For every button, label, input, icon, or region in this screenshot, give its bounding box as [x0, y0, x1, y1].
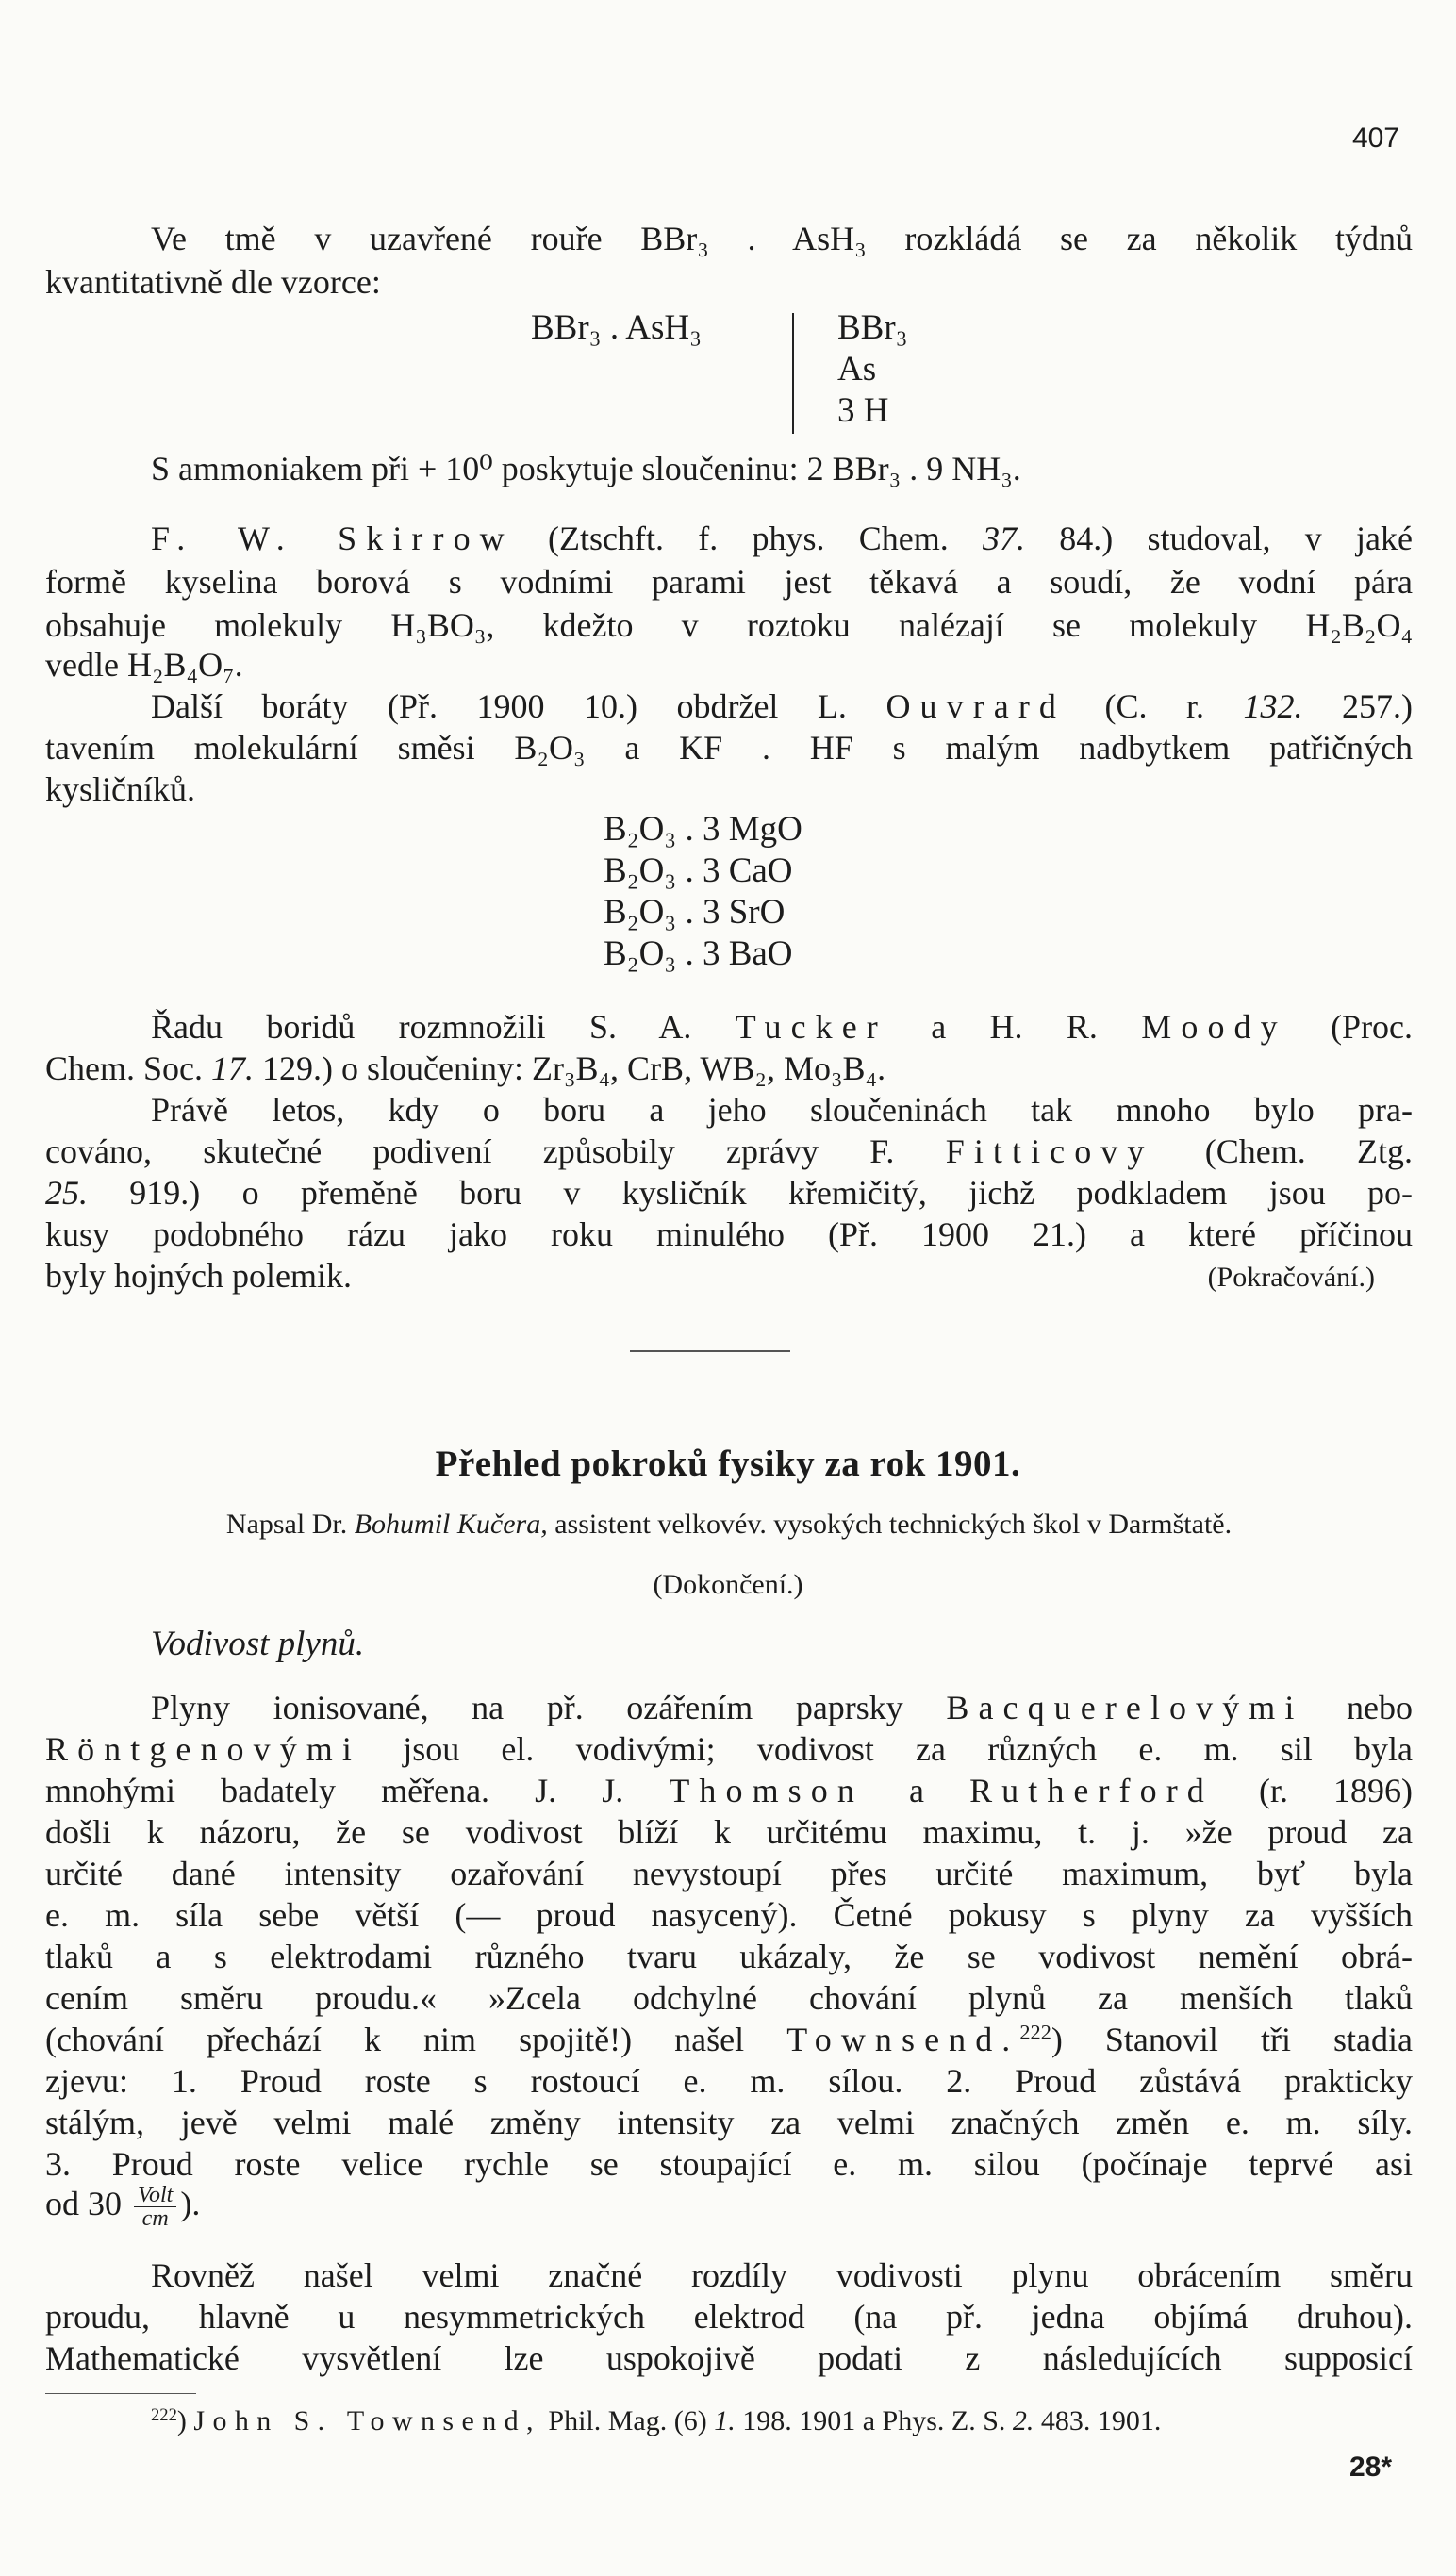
- fraction-numerator: Volt: [134, 2184, 176, 2207]
- ouvrard-line-2: tavením molekulární směsi B₂O₃ a KF . HF s malým nadbytkem patřičných: [45, 729, 1413, 767]
- tucker-and: a H. R.: [931, 1008, 1098, 1046]
- p1-text-3: mnohými badately měřena. J. J.: [45, 1772, 624, 1809]
- intro-line-2: kvantitativně dle vzorce:: [45, 263, 381, 301]
- p1-text-9: (chování přechází k nim spojitě!) našel: [45, 2021, 745, 2058]
- intro-line-1: Ve tmě v uzavřené rouře BBr₃ . AsH₃ rozkládá se za několik týdnů: [151, 220, 1413, 257]
- skirrow-ref-b: 84.) studoval, v jaké: [1059, 520, 1414, 557]
- spaced-bacquerel: Bacquerelovými: [946, 1689, 1304, 1726]
- author-rutherford: Rutherford: [969, 1772, 1214, 1809]
- fittica-line-3: [45, 1173, 1413, 1213]
- borate-2: B₂O₃ . 3 CaO: [604, 851, 793, 890]
- formula-right-1: BBr₃: [837, 308, 908, 347]
- formula-right-2: As: [837, 350, 877, 388]
- tucker-text: Řadu boridů rozmnožili S. A.: [151, 1008, 692, 1046]
- p1-line-13: [45, 2184, 1413, 2230]
- tucker-compounds: 129.) o sloučeniny: Zr₃B₄, CrB, WB₂, Mo₃B₄.: [262, 1049, 886, 1087]
- p1-line-10: zjevu: 1. Proud roste s rostoucí e. m. sílou. 2. Proud zůstává prakticky: [45, 2062, 1413, 2100]
- footnote-marker: 222: [1019, 2020, 1051, 2044]
- p1-text-1b: nebo: [1347, 1689, 1414, 1726]
- author-tucker: Tucker: [735, 1008, 887, 1046]
- section-heading: Vodivost plynů.: [151, 1625, 365, 1663]
- tucker-volume: 17.: [211, 1049, 254, 1087]
- byline-name: Bohumil Kučera,: [354, 1509, 548, 1540]
- ouvrard-page: 257.): [1342, 687, 1414, 725]
- p1-line-11: stálým, jevě velmi malé změny intensity za velmi značných změn e. m. síly.: [45, 2104, 1413, 2141]
- p2-line-1: Rovněž našel velmi značné rozdíly vodivosti plynu obrácením směru: [151, 2256, 1413, 2294]
- p1-and: a: [909, 1772, 924, 1809]
- byline-prefix: Napsal Dr.: [225, 1509, 348, 1540]
- ouvrard-text: Další boráty (Př. 1900 10.) obdržel L.: [151, 687, 847, 725]
- byline: [45, 1509, 1413, 1541]
- fittica-line-2: [45, 1131, 1413, 1171]
- tucker-journal: Chem. Soc.: [45, 1049, 203, 1087]
- formula-left: BBr₃ . AsH₃: [531, 308, 703, 347]
- author-moody: Moody: [1141, 1008, 1287, 1046]
- tucker-line-2: [45, 1049, 1413, 1088]
- footnote-volume-2: 2.: [1012, 2405, 1034, 2436]
- p1-line-3: [45, 1771, 1413, 1810]
- borate-3: B₂O₃ . 3 SrO: [604, 893, 786, 932]
- skirrow-volume: 37.: [983, 520, 1026, 557]
- fraction-denominator: cm: [141, 2206, 169, 2232]
- section-divider: [630, 1350, 790, 1352]
- footnote: $^{222}$) John S. Townsend, Phil. Mag. (6) 1. 198. 1901 a Phys. Z. S. 2. 483. 1901.: [151, 2404, 1162, 2436]
- p1-text-13b: ).: [180, 2185, 201, 2222]
- borate-4: B₂O₃ . 3 BaO: [604, 934, 793, 973]
- p1-text-2: jsou el. vodivými; vodivost za různých e. m. sil byla: [403, 1730, 1414, 1768]
- p1-text-1: Plyny ionisované, na př. ozářením paprsky: [151, 1689, 903, 1726]
- footnote-ref-2: 198. 1901 a Phys. Z. S.: [742, 2405, 1006, 2436]
- fittica-line-1: Právě letos, kdy o boru a jeho sloučeninách tak mnoho bylo pra-: [151, 1091, 1413, 1129]
- ouvrard-ref: (C. r.: [1104, 687, 1204, 725]
- footnote-volume-1: 1.: [714, 2405, 736, 2436]
- author-fittica: Fitticovy: [945, 1132, 1154, 1170]
- p1-line-7: tlaků a s elektrodami různého tvaru ukázaly, že se vodivost nemění obrá-: [45, 1938, 1413, 1975]
- author-townsend: Townsend.: [786, 2021, 1020, 2058]
- footnote-journal: Phil. Mag. (6): [548, 2405, 707, 2436]
- footnote-end: 483. 1901.: [1040, 2405, 1162, 2436]
- volt-per-cm-fraction: [134, 2184, 176, 2230]
- conclusion-label: (Dokončení.): [653, 1569, 803, 1600]
- p1-line-12: 3. Proud roste velice rychle se stoupající e. m. silou (počínaje teprvé asi: [45, 2145, 1413, 2183]
- article-title: Přehled pokroků fysiky za rok 1901.: [435, 1444, 1021, 1484]
- p1-line-2: [45, 1729, 1413, 1769]
- fittica-volume: 25.: [45, 1174, 88, 1212]
- tucker-ref: (Proc.: [1331, 1008, 1414, 1046]
- p1-text-13: od 30: [45, 2185, 122, 2222]
- footnote-number: 222: [151, 2404, 177, 2425]
- skirrow-line-2: formě kyselina borová s vodními parami jest těkavá a soudí, že vodní pára: [45, 563, 1413, 601]
- p2-line-2: proudu, hlavně u nesymmetrických elektrod (na př. jedna objímá druhou).: [45, 2298, 1413, 2336]
- skirrow-line-4: vedle H₂B₄O₇.: [45, 646, 243, 684]
- p1-line-5: určité dané intensity ozařování nevystoupí přes určité maximum, byť byla: [45, 1855, 1413, 1892]
- skirrow-line-3: obsahuje molekuly H₃BO₃, kdežto v roztoku nalézají se molekuly H₂B₂O₄: [45, 606, 1413, 644]
- p1-line-6: e. m. síla sebe větší (— proud nasycený). Četné pokusy s plyny za vyšších: [45, 1896, 1413, 1934]
- skirrow-ref: (Ztschft. f. phys. Chem.: [548, 520, 949, 557]
- formula-right-3: 3 H: [837, 391, 889, 430]
- byline-affiliation: assistent velkovév. vysokých technických škol v Darmštatě.: [554, 1509, 1233, 1540]
- p1-line-8: cením směru proudu.« »Zcela odchylné chování plynů za menších tlaků: [45, 1979, 1413, 2017]
- footnote-rule: [45, 2393, 196, 2394]
- author-skirrow: F. W. Skirrow: [151, 520, 514, 557]
- p1-text-9b: ) Stanovil tři stadia: [1051, 2021, 1414, 2058]
- skirrow-line-1: [151, 519, 1413, 558]
- ouvrard-line-3: kysličníků.: [45, 770, 195, 808]
- ouvrard-volume: 132.: [1243, 687, 1303, 725]
- signature-mark: 28*: [1348, 2452, 1392, 2483]
- ammonia-line: S ammoniakem při + 10⁰ poskytuje sloučeninu: 2 BBr₃ . 9 NH₃.: [151, 450, 1021, 487]
- p1-line-9: [45, 2020, 1413, 2059]
- author-thomson: Thomson: [669, 1772, 864, 1809]
- fittica-line-4: kusy podobného rázu jako roku minulého (Př. 1900 21.) a které příčinou: [45, 1215, 1413, 1253]
- p1-line-1: [151, 1688, 1413, 1727]
- borate-1: B₂O₃ . 3 MgO: [604, 810, 802, 849]
- page-number: 407: [1351, 123, 1399, 154]
- fittica-text-3: 919.) o přeměně boru v kysličník křemičitý, jichž podkladem jsou po-: [129, 1174, 1413, 1212]
- p1-year: (r. 1896): [1258, 1772, 1414, 1809]
- spaced-rontgen: Röntgenovými: [45, 1730, 361, 1768]
- formula-divider: [792, 313, 794, 434]
- fittica-text: cováno, skutečné podivení způsobily zprávy F.: [45, 1132, 895, 1170]
- continued-note: (Pokračování.): [1207, 1262, 1375, 1293]
- ouvrard-line-1: [151, 686, 1413, 726]
- footnote-author: John S. Townsend,: [193, 2405, 541, 2436]
- fittica-line-5: byly hojných polemik.: [45, 1257, 352, 1295]
- author-ouvrard: Ouvrard: [885, 687, 1066, 725]
- p2-line-3: Mathematické vysvětlení lze uspokojivě podati z následujících supposicí: [45, 2339, 1413, 2377]
- tucker-line-1: [151, 1007, 1413, 1047]
- p1-line-4: došli k názoru, že se vodivost blíží k určitému maximu, t. j. »že proud za: [45, 1813, 1413, 1851]
- fittica-ref: (Chem. Ztg.: [1204, 1132, 1414, 1170]
